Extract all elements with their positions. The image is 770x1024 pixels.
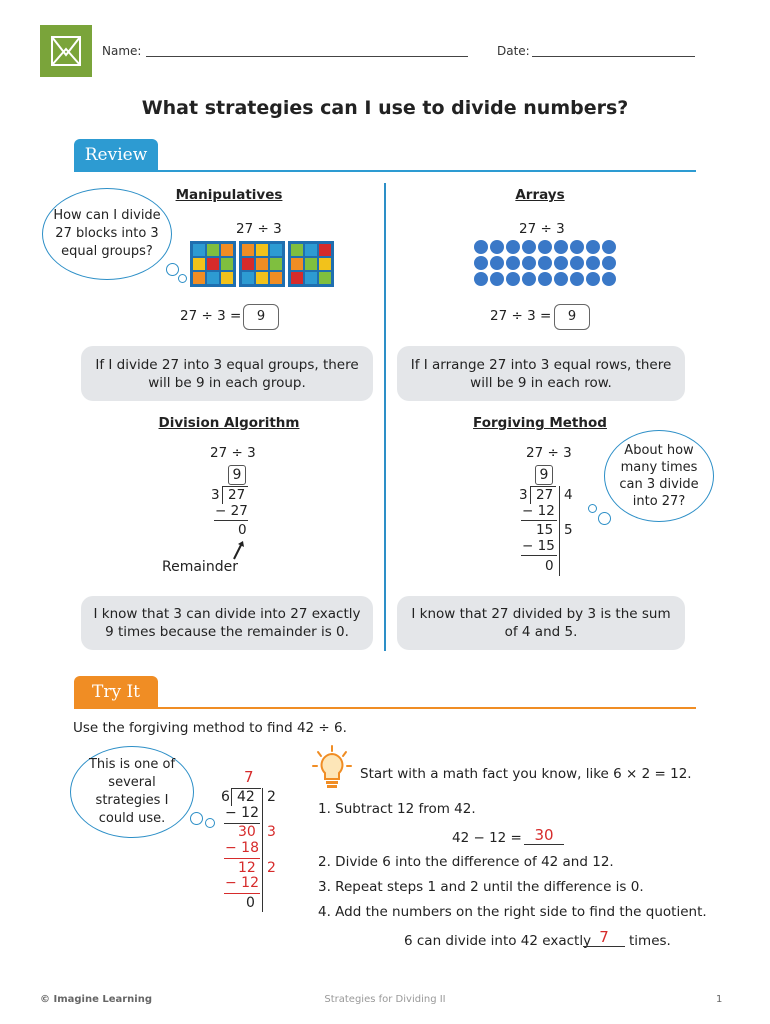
block bbox=[193, 258, 205, 270]
array-dot bbox=[490, 240, 504, 254]
division-bracket bbox=[231, 788, 232, 806]
block-group bbox=[288, 241, 334, 287]
date-line[interactable] bbox=[532, 56, 695, 57]
thought-dot bbox=[588, 504, 597, 513]
block bbox=[221, 258, 233, 270]
division-algorithm-divisor: 3 bbox=[211, 487, 220, 503]
try-diff-2: 12 bbox=[238, 860, 256, 876]
thought-dot bbox=[205, 818, 215, 828]
division-algorithm-remainder: 0 bbox=[238, 522, 247, 538]
forgiving-sub-1: − 12 bbox=[522, 503, 555, 519]
block bbox=[291, 244, 303, 256]
block bbox=[256, 272, 268, 284]
block bbox=[270, 258, 282, 270]
forgiving-method-explanation: I know that 27 divided by 3 is the sum of 4 and 5. bbox=[397, 596, 685, 650]
forgiving-method-heading: Forgiving Method bbox=[473, 415, 607, 431]
array-dot bbox=[602, 256, 616, 270]
manipulatives-heading: Manipulatives bbox=[175, 187, 283, 203]
thought-dot bbox=[598, 512, 611, 525]
step-equation-answer[interactable] bbox=[524, 826, 564, 845]
step-1: 1. Subtract 12 from 42. bbox=[318, 801, 476, 817]
lightbulb-icon bbox=[312, 744, 352, 794]
final-answer-blank[interactable] bbox=[583, 928, 625, 947]
block bbox=[256, 244, 268, 256]
footer-doc-title: Strategies for Dividing II bbox=[324, 994, 446, 1005]
review-rule bbox=[74, 170, 696, 172]
block bbox=[305, 244, 317, 256]
try-side-2: 3 bbox=[267, 824, 276, 840]
block bbox=[193, 272, 205, 284]
division-algorithm-explanation: I know that 3 can divide into 27 exactly 9 times because the remainder is 0. bbox=[81, 596, 373, 650]
array-dot bbox=[490, 272, 504, 286]
arrays-problem: 27 ÷ 3 bbox=[519, 221, 565, 237]
review-tab: Review bbox=[74, 139, 158, 171]
try-quotient: 7 bbox=[244, 768, 254, 786]
block bbox=[270, 244, 282, 256]
array-dot bbox=[570, 256, 584, 270]
array-dot bbox=[538, 256, 552, 270]
block bbox=[242, 258, 254, 270]
forgiving-method-dividend: 27 bbox=[536, 487, 554, 503]
footer-brand: © Imagine Learning bbox=[40, 994, 152, 1005]
right-column-line bbox=[559, 486, 560, 576]
forgiving-method-divisor: 3 bbox=[519, 487, 528, 503]
arrays-answer-box: 9 bbox=[554, 304, 590, 330]
try-sub-1: − 12 bbox=[225, 805, 259, 821]
column-divider bbox=[384, 183, 386, 651]
division-algorithm-problem: 27 ÷ 3 bbox=[210, 445, 256, 461]
block bbox=[193, 244, 205, 256]
block bbox=[242, 244, 254, 256]
array-dot bbox=[554, 240, 568, 254]
division-bracket bbox=[222, 486, 223, 504]
block-group bbox=[190, 241, 236, 287]
forgiving-method-problem: 27 ÷ 3 bbox=[526, 445, 572, 461]
forgiving-sub-2: − 15 bbox=[522, 538, 555, 554]
block bbox=[242, 272, 254, 284]
step-3: 3. Repeat steps 1 and 2 until the difference is 0. bbox=[318, 879, 644, 895]
subtraction-line bbox=[224, 893, 260, 894]
try-it-thought-bubble: This is one of several strategies I could use. bbox=[70, 746, 194, 838]
remainder-label: Remainder bbox=[162, 559, 238, 575]
forgiving-side-2: 5 bbox=[564, 522, 573, 538]
array-dot bbox=[586, 256, 600, 270]
final-prefix: 6 can divide into 42 exactly bbox=[404, 933, 592, 949]
try-divisor: 6 bbox=[221, 789, 230, 805]
forgiving-thought-bubble: About how many times can 3 divide into 27? bbox=[604, 430, 714, 522]
name-line[interactable] bbox=[146, 56, 468, 57]
try-it-instruction: Use the forgiving method to find 42 ÷ 6. bbox=[73, 720, 347, 736]
thought-dot bbox=[166, 263, 179, 276]
step-2: 2. Divide 6 into the difference of 42 and 12. bbox=[318, 854, 614, 870]
block bbox=[291, 258, 303, 270]
try-diff-1: 30 bbox=[238, 824, 256, 840]
array-dot bbox=[506, 272, 520, 286]
block bbox=[305, 272, 317, 284]
arrays-heading: Arrays bbox=[515, 187, 565, 203]
array-dot bbox=[522, 272, 536, 286]
block bbox=[319, 244, 331, 256]
block bbox=[221, 244, 233, 256]
array-dot bbox=[506, 256, 520, 270]
forgiving-diff-1: 15 bbox=[536, 522, 554, 538]
manipulatives-equation: 27 ÷ 3 = bbox=[180, 308, 242, 324]
array-dot bbox=[538, 240, 552, 254]
thought-dot bbox=[178, 274, 187, 283]
forgiving-side-1: 4 bbox=[564, 487, 573, 503]
array-dot bbox=[522, 240, 536, 254]
try-it-rule bbox=[74, 707, 696, 709]
subtraction-line bbox=[521, 520, 557, 521]
array-dot bbox=[538, 272, 552, 286]
try-diff-3: 0 bbox=[246, 895, 255, 911]
brand-logo bbox=[40, 25, 92, 77]
try-it-tab: Try It bbox=[74, 676, 158, 708]
block-groups bbox=[190, 241, 334, 287]
array-dot bbox=[474, 240, 488, 254]
division-algorithm-subtract: − 27 bbox=[215, 503, 248, 519]
array-dot bbox=[570, 272, 584, 286]
manipulatives-thought-bubble: How can I divide 27 blocks into 3 equal groups? bbox=[42, 188, 172, 280]
block bbox=[270, 272, 282, 284]
try-dividend: 42 bbox=[237, 789, 255, 805]
final-answer-value: 7 bbox=[599, 928, 609, 946]
array-dot bbox=[474, 256, 488, 270]
step-equation: 42 − 12 = bbox=[452, 830, 522, 846]
subtraction-line bbox=[224, 858, 260, 859]
page-title: What strategies can I use to divide numbers? bbox=[141, 97, 629, 119]
array-dot bbox=[602, 272, 616, 286]
final-suffix: times. bbox=[629, 933, 671, 949]
manipulatives-problem: 27 ÷ 3 bbox=[236, 221, 282, 237]
name-label: Name: bbox=[102, 44, 142, 58]
subtraction-line bbox=[214, 520, 248, 521]
division-algorithm-dividend: 27 bbox=[228, 487, 246, 503]
tip-text: Start with a math fact you know, like 6 × 2 = 12. bbox=[360, 766, 692, 782]
array-dot bbox=[522, 256, 536, 270]
try-sub-2: − 18 bbox=[225, 840, 259, 856]
manipulatives-explanation: If I divide 27 into 3 equal groups, there will be 9 in each group. bbox=[81, 346, 373, 401]
right-column-line bbox=[262, 788, 263, 912]
block bbox=[291, 272, 303, 284]
array-dot bbox=[586, 240, 600, 254]
date-label: Date: bbox=[497, 44, 530, 58]
block-group bbox=[239, 241, 285, 287]
division-bracket bbox=[530, 486, 531, 504]
try-sub-3: − 12 bbox=[225, 875, 259, 891]
try-side-1: 2 bbox=[267, 789, 276, 805]
dot-array bbox=[474, 240, 616, 286]
block bbox=[207, 258, 219, 270]
array-dot bbox=[602, 240, 616, 254]
forgiving-method-quotient: 9 bbox=[535, 465, 553, 485]
array-dot bbox=[490, 256, 504, 270]
thought-dot bbox=[190, 812, 203, 825]
array-dot bbox=[506, 240, 520, 254]
array-dot bbox=[554, 272, 568, 286]
block bbox=[256, 258, 268, 270]
division-algorithm-quotient: 9 bbox=[228, 465, 246, 485]
subtraction-line bbox=[521, 555, 557, 556]
array-dot bbox=[474, 272, 488, 286]
arrays-explanation: If I arrange 27 into 3 equal rows, there will be 9 in each row. bbox=[397, 346, 685, 401]
forgiving-diff-2: 0 bbox=[545, 558, 554, 574]
block bbox=[207, 244, 219, 256]
division-algorithm-heading: Division Algorithm bbox=[158, 415, 300, 431]
block bbox=[319, 258, 331, 270]
arrays-equation: 27 ÷ 3 = bbox=[490, 308, 552, 324]
block bbox=[221, 272, 233, 284]
manipulatives-answer-box: 9 bbox=[243, 304, 279, 330]
block bbox=[207, 272, 219, 284]
step-4: 4. Add the numbers on the right side to find the quotient. bbox=[318, 904, 707, 920]
array-dot bbox=[554, 256, 568, 270]
block bbox=[319, 272, 331, 284]
step-equation-answer-value: 30 bbox=[534, 826, 554, 844]
block bbox=[305, 258, 317, 270]
footer-page-number: 1 bbox=[716, 994, 723, 1005]
try-side-3: 2 bbox=[267, 860, 276, 876]
array-dot bbox=[586, 272, 600, 286]
array-dot bbox=[570, 240, 584, 254]
